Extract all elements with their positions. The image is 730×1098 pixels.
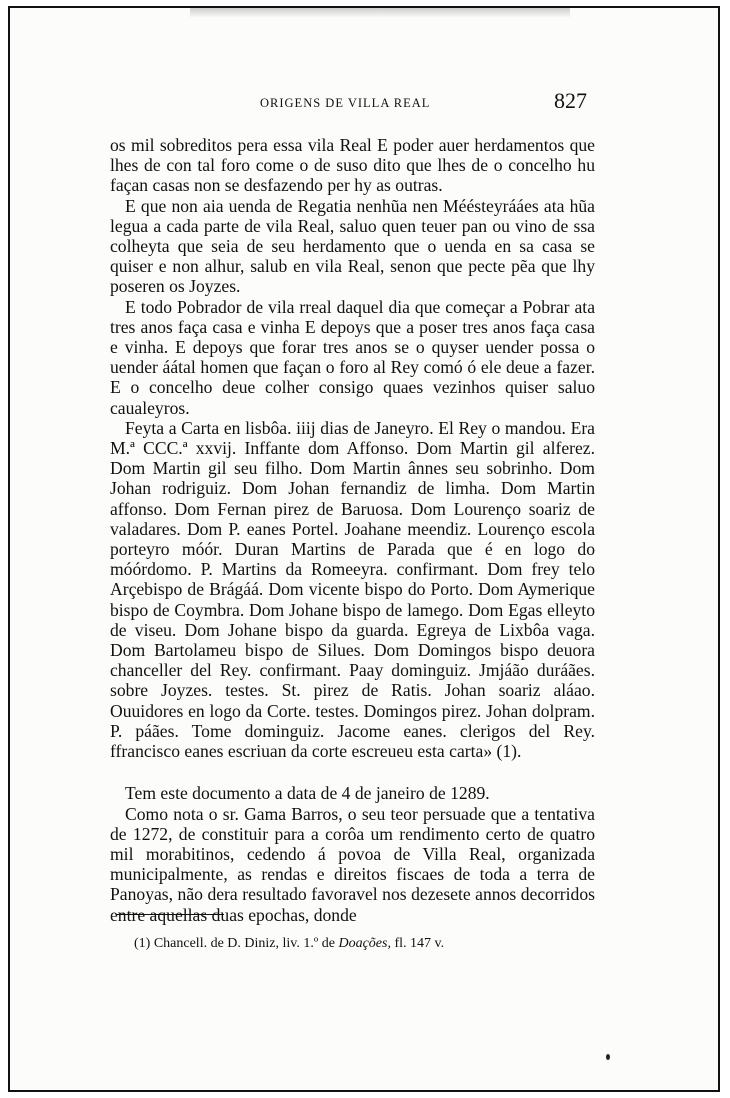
scan-shadow (190, 8, 570, 18)
paragraph-3: E todo Pobrador de vila rreal daquel dia que começar a Pobrar ata tres anos faça casa e vinha E depoys que a poser tres anos faça casa e vinha. E depoys que forar tres anos se o quyser uender possa o uender áátal homen que façan o foro al Rey comó ó ele deue a fazer. E o concelho deue colher consigo quaes vezinhos quiser saluo caualeyros. (110, 296, 595, 418)
footnote-rule (116, 914, 224, 915)
footnote-text-after: fl. 147 v. (394, 936, 445, 951)
footnote-marker: (1) (134, 936, 151, 951)
ink-speck (606, 1054, 610, 1060)
paragraph-5: Tem este documento a data de 4 de janeiro de 1289. (125, 783, 490, 804)
paragraph-6: Como nota o sr. Gama Barros, o seu teor persuade que a tentativa de 1272, de constituir para a corôa um rendimento certo de quatro mil morabitinos, cedendo á povoa de Villa Real, organizada municipalmente, as rendas e direitos fiscaes de toda a terra de Panoyas, não dera resultado favoravel nos dezesete annos decorridos entre aquellas duas epochas, donde (110, 803, 595, 925)
footnote-italic-title: Doações, (338, 936, 391, 951)
paragraph-gap (110, 761, 595, 783)
running-title: ORIGENS DE VILLA REAL (260, 96, 431, 110)
page-number: 827 (554, 88, 587, 113)
paragraph-1: os mil sobreditos pera essa vila Real E poder auer herdamentos que lhes de con tal foro come o de suso dito que lhes de o concelho hu façan casas non se desfazendo per hy as outras. (110, 135, 595, 196)
paragraph-2: E que non aia uenda de Regatia nenhũa nen Méésteyrááes ata hũa legua a cada parte de vila Real, saluo quen teuer pan ou vino de ssa colheyta que seia de seu herdamento que o uenda en sa casa se quiser e non alhur, salub en vila Real, senon que pecte pẽa que lhy poseren os Joyzes. (110, 195, 595, 297)
book-page (8, 6, 720, 1092)
paragraph-4: Feyta a Carta en lisbôa. iiij dias de Janeyro. El Rey o mandou. Era M.ª CCC.ª xxvij. Inffante dom Affonso. Dom Martin gil alferez. Dom Martin gil seu filho. Dom Martin ânnes seu sobrinho. Dom Johan rodriguiz. Dom Johan fernandiz de limha. Dom Martin affonso. Dom Fernan pirez de Baruosa. Dom Lourenço soariz de valadares. Dom P. eanes Portel. Joahane meendiz. Lourenço escola porteyro móór. Duran Martins de Parada que é en logo do móórdomo. P. Martins da Romeeyra. confirmant. Dom frey telo Arçebispo de Brágáá. Dom vicente bispo do Porto. Dom Aymerique bispo de Coymbra. Dom Johane bispo de lamego. Dom Egas elleyto de viseu. Dom Johane bispo da guarda. Egreya de Lixbôa vaga. Dom Bartolameu bispo de Silues. Dom Domingos bispo deuora chanceller del Rey. confirmant. Paay dominguiz. Jmjáão duráães. sobre Joyzes. testes. St. pirez de Ratis. Johan soariz aláao. Ouuidores en logo da Corte. testes. Domingos pirez. Johan dolpram. P. páães. Tome dominguiz. Jacome eanes. clerigos del Rey. ffrancisco eanes escriuan da corte escreueu esta carta» (1). (110, 417, 595, 762)
footnote (134, 935, 604, 953)
body-text (110, 135, 595, 925)
footnote-text-before: Chancell. de D. Diniz, liv. 1.º de (153, 936, 335, 951)
